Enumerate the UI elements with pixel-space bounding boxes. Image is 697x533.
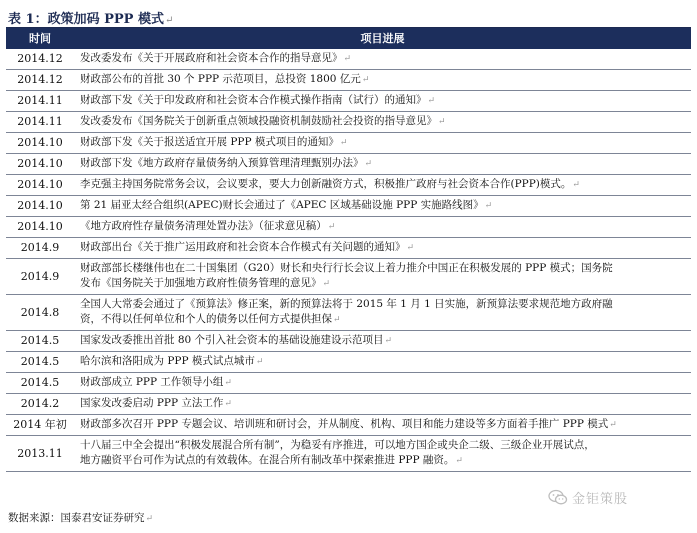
row-progress (74, 237, 691, 258)
row-progress-text: 财政部出台《关于推广运用政府和社会资本合作模式有关问题的通知》 (80, 240, 406, 253)
paragraph-mark-icon: ↵ (224, 398, 232, 409)
row-progress-text: 财政部部长楼继伟也在二十国集团（G20）财长和央行行长会议上着力推介中国正在积极发展的 PPP 模式；国务院 (80, 261, 613, 274)
row-progress (74, 216, 691, 237)
row-date: 2014.5 (6, 330, 74, 351)
row-progress (74, 330, 691, 351)
paragraph-mark-icon: ↵ (164, 15, 174, 26)
row-progress (74, 69, 691, 90)
row-progress (74, 90, 691, 111)
table-row (6, 216, 691, 237)
row-progress-text: 哈尔滨和洛阳成为 PPP 模式试点城市 (80, 354, 255, 367)
row-progress (74, 393, 691, 414)
row-progress-text: 财政部多次召开 PPP 专题会议、培训班和研讨会，并从制度、机构、项目和能力建设等多方面着手推广 PPP 模式 (80, 417, 609, 430)
watermark-text: 金钜策股 (572, 491, 629, 507)
row-date: 2014.8 (6, 294, 74, 330)
row-progress-text-line2: 地方融资平台可作为试点的有效载体。在混合所有制改革中探索推进 PPP 融资。 (80, 453, 455, 466)
row-progress (74, 351, 691, 372)
paragraph-mark-icon: ↵ (427, 95, 436, 106)
paragraph-mark-icon: ↵ (255, 356, 264, 367)
row-progress-text: 财政部下发《关于印发政府和社会资本合作模式操作指南（试行）的通知》 (80, 93, 427, 106)
row-date: 2014.12 (6, 48, 74, 69)
wechat-icon (548, 489, 568, 506)
row-progress-text-line2: 发布《国务院关于加强地方政府性债务管理的意见》 (80, 276, 322, 289)
row-progress (74, 132, 691, 153)
header-progress: 项目进展 (74, 28, 691, 48)
table-body (6, 48, 691, 471)
table-row (6, 330, 691, 351)
row-date: 2014.11 (6, 90, 74, 111)
table-row (6, 90, 691, 111)
row-progress-text: 发改委发布《关于开展政府和社会资本合作的指导意见》 (80, 51, 343, 64)
row-progress (74, 48, 691, 69)
row-date: 2014.10 (6, 195, 74, 216)
row-progress (74, 195, 691, 216)
row-progress-text: 国家发改委推出首批 80 个引入社会资本的基础设施建设示范项目 (80, 333, 384, 346)
row-progress-text: 财政部公布的首批 30 个 PPP 示范项目，总投资 1800 亿元 (80, 72, 361, 85)
table-row (6, 294, 691, 330)
table-row (6, 132, 691, 153)
data-source-note (8, 510, 153, 525)
row-date: 2014.12 (6, 69, 74, 90)
row-date: 2014 年初 (6, 414, 74, 435)
row-date: 2014.5 (6, 372, 74, 393)
row-progress-text: 李克强主持国务院常务会议，会议要求，要大力创新融资方式，积极推广政府与社会资本合作(PPP)模式。 (80, 177, 572, 190)
table-title-bar (6, 4, 691, 28)
header-time: 时间 (6, 28, 74, 48)
paragraph-mark-icon: ↵ (322, 278, 331, 289)
row-date: 2014.2 (6, 393, 74, 414)
paragraph-mark-icon: ↵ (406, 242, 415, 253)
paragraph-mark-icon: ↵ (455, 455, 463, 466)
row-progress (74, 372, 691, 393)
table-row (6, 111, 691, 132)
row-progress (74, 174, 691, 195)
row-progress-text: 国家发改委启动 PPP 立法工作 (80, 396, 224, 409)
paragraph-mark-icon: ↵ (145, 514, 154, 524)
table-row (6, 69, 691, 90)
row-date: 2014.11 (6, 111, 74, 132)
row-date: 2014.5 (6, 351, 74, 372)
table-row (6, 414, 691, 435)
table-row (6, 393, 691, 414)
table-title: 表 1：政策加码 PPP 模式 (8, 12, 164, 27)
row-progress-text: 财政部下发《地方政府存量债务纳入预算管理清理甄别办法》 (80, 156, 364, 169)
paragraph-mark-icon: ↵ (327, 221, 336, 232)
row-date: 2013.11 (6, 435, 74, 471)
row-date: 2014.10 (6, 174, 74, 195)
policy-table (6, 28, 691, 472)
row-progress-text: 发改委发布《国务院关于创新重点领域投融资机制鼓励社会投资的指导意见》 (80, 114, 437, 127)
row-date: 2014.10 (6, 132, 74, 153)
table-row (6, 48, 691, 69)
table-row (6, 153, 691, 174)
table-row (6, 237, 691, 258)
row-progress-text: 全国人大常委会通过了《预算法》修正案，新的预算法将于 2015 年 1 月 1 日实施，新预算法要求规范地方政府融 (80, 297, 613, 310)
paragraph-mark-icon: ↵ (224, 377, 232, 388)
paragraph-mark-icon: ↵ (339, 137, 348, 148)
row-progress-text-line2: 资，不得以任何单位和个人的债务以任何方式提供担保 (80, 312, 332, 325)
table-header-row (6, 28, 691, 48)
paragraph-mark-icon: ↵ (333, 314, 341, 325)
table-row (6, 195, 691, 216)
paragraph-mark-icon: ↵ (343, 53, 352, 64)
paragraph-mark-icon: ↵ (572, 179, 580, 190)
row-progress (74, 294, 691, 330)
row-progress (74, 153, 691, 174)
source-text: 数据来源：国泰君安证券研究 (8, 512, 145, 524)
row-progress-text: 第 21 届亚太经合组织(APEC)财长会通过了《APEC 区域基础设施 PPP 实施路线图》 (80, 198, 484, 211)
row-progress (74, 414, 691, 435)
row-date: 2014.9 (6, 258, 74, 294)
paragraph-mark-icon: ↵ (609, 419, 617, 430)
table-row (6, 351, 691, 372)
watermark (548, 487, 628, 507)
paragraph-mark-icon: ↵ (438, 116, 446, 127)
row-date: 2014.10 (6, 153, 74, 174)
table-row (6, 174, 691, 195)
table-row (6, 258, 691, 294)
paragraph-mark-icon: ↵ (361, 74, 370, 85)
row-progress (74, 258, 691, 294)
table-row (6, 372, 691, 393)
row-progress-text: 财政部下发《关于报送适宜开展 PPP 模式项目的通知》 (80, 135, 339, 148)
table-row (6, 435, 691, 471)
row-progress-text: 财政部成立 PPP 工作领导小组 (80, 375, 224, 388)
paragraph-mark-icon: ↵ (364, 158, 373, 169)
row-date: 2014.10 (6, 216, 74, 237)
row-progress (74, 435, 691, 471)
paragraph-mark-icon: ↵ (484, 200, 493, 211)
row-progress-text: 十八届三中全会提出“积极发展混合所有制”，为稳妥有序推进，可以地方国企或央企二级、三级企业开展试点， (80, 438, 595, 451)
row-progress-text: 《地方政府性存量债务清理处置办法》（征求意见稿） (80, 219, 327, 232)
row-progress (74, 111, 691, 132)
paragraph-mark-icon: ↵ (384, 335, 393, 346)
row-date: 2014.9 (6, 237, 74, 258)
